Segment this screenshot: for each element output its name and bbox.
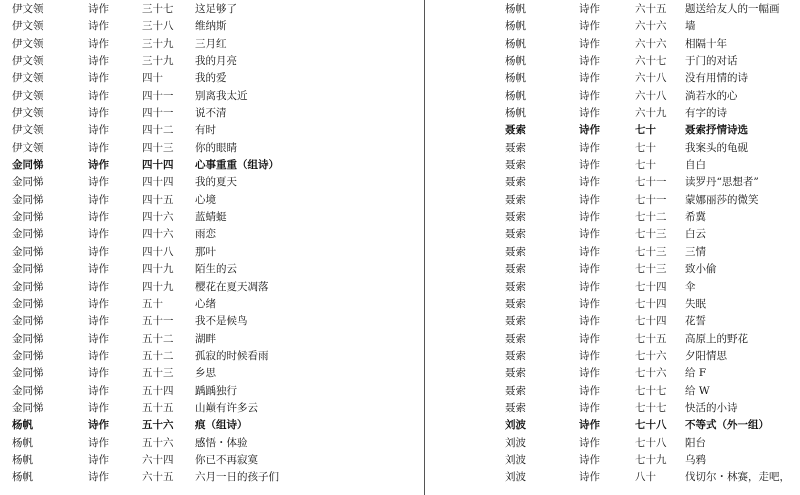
- entry-author: 刘波: [505, 471, 526, 484]
- entry-page-number: 四十四: [142, 159, 174, 172]
- entry-author: 杨帆: [505, 3, 526, 15]
- entry-page-number: 五十六: [142, 419, 174, 432]
- entry-genre: 诗作: [579, 471, 600, 484]
- entry-title: 陌生的云: [195, 263, 237, 276]
- entry-genre: 诗作: [579, 211, 600, 224]
- entry-genre: 诗作: [88, 401, 109, 414]
- entry-genre: 诗作: [579, 401, 600, 414]
- entry-genre: 诗作: [88, 159, 109, 172]
- entry-title: 蒙娜丽莎的微笑: [685, 193, 759, 206]
- entry-title: 自白: [685, 159, 706, 172]
- entry-genre: 诗作: [88, 107, 109, 120]
- entry-author: 刘波: [505, 453, 526, 466]
- entry-page-number: 七十四: [635, 280, 667, 293]
- entry-title: 伐切尔・林赛，走吧，: [685, 471, 790, 484]
- index-row: [505, 296, 800, 313]
- entry-author: 杨帆: [12, 471, 33, 484]
- entry-title: 那叶: [195, 245, 216, 258]
- entry-page-number: 七十三: [635, 263, 667, 276]
- index-row: [12, 105, 422, 122]
- entry-author: 聂索: [505, 159, 526, 172]
- entry-title: 乌鸦: [685, 453, 706, 466]
- entry-genre: 诗作: [579, 124, 600, 137]
- entry-page-number: 四十二: [142, 124, 174, 137]
- entry-title: 相隔十年: [685, 37, 727, 50]
- entry-genre: 诗作: [88, 367, 109, 380]
- entry-title: 伞: [685, 280, 696, 293]
- index-row: [505, 140, 800, 157]
- entry-title: 你已不再寂寞: [195, 453, 258, 466]
- entry-page-number: 四十八: [142, 245, 174, 258]
- entry-genre: 诗作: [88, 228, 109, 241]
- entry-page-number: 七十四: [635, 315, 667, 328]
- entry-title: 高原上的野花: [685, 332, 748, 345]
- entry-title: 有字的诗: [685, 107, 727, 120]
- entry-genre: 诗作: [88, 124, 109, 137]
- index-row: [505, 18, 800, 35]
- entry-title: 希冀: [685, 211, 706, 224]
- entry-author: 刘波: [505, 419, 526, 432]
- right-index-column: [505, 1, 800, 487]
- index-section-row: [505, 417, 800, 434]
- entry-genre: 诗作: [88, 89, 109, 102]
- index-row: [505, 209, 800, 226]
- entry-page-number: 五十: [142, 297, 163, 310]
- entry-genre: 诗作: [579, 107, 600, 120]
- index-row: [505, 244, 800, 261]
- entry-page-number: 六十五: [635, 3, 667, 15]
- entry-title: 阳台: [685, 436, 706, 449]
- index-row: [12, 1, 422, 18]
- entry-genre: 诗作: [88, 37, 109, 50]
- entry-page-number: 七十四: [635, 297, 667, 310]
- entry-title: 维纳斯: [195, 20, 227, 33]
- entry-page-number: 七十九: [635, 453, 667, 466]
- entry-page-number: 七十一: [635, 193, 667, 206]
- entry-author: 聂索: [505, 401, 526, 414]
- entry-author: 金同悌: [12, 245, 44, 258]
- entry-page-number: 七十二: [635, 211, 667, 224]
- left-index-column: [12, 1, 422, 487]
- index-row: [12, 313, 422, 330]
- entry-author: 聂索: [505, 349, 526, 362]
- index-row: [12, 469, 422, 486]
- index-row: [505, 1, 800, 18]
- entry-author: 杨帆: [12, 436, 33, 449]
- entry-genre: 诗作: [579, 176, 600, 189]
- entry-page-number: 七十三: [635, 228, 667, 241]
- entry-page-number: 四十九: [142, 263, 174, 276]
- entry-page-number: 三十九: [142, 55, 174, 68]
- entry-genre: 诗作: [579, 436, 600, 449]
- index-row: [12, 296, 422, 313]
- entry-page-number: 七十七: [635, 401, 667, 414]
- entry-title: 花誓: [685, 315, 706, 328]
- entry-author: 伊文领: [12, 37, 44, 50]
- entry-page-number: 四十三: [142, 141, 174, 154]
- entry-title: 我不是候鸟: [195, 315, 248, 328]
- index-section-row: [12, 157, 422, 174]
- entry-title: 樱花在夏天凋落: [195, 280, 269, 293]
- entry-genre: 诗作: [88, 419, 109, 432]
- entry-page-number: 六十八: [635, 72, 667, 85]
- index-row: [505, 348, 800, 365]
- entry-genre: 诗作: [579, 367, 600, 380]
- entry-author: 聂索: [505, 367, 526, 380]
- index-row: [12, 226, 422, 243]
- entry-author: 杨帆: [505, 20, 526, 33]
- entry-title: 没有用情的诗: [685, 72, 748, 85]
- entry-genre: 诗作: [88, 280, 109, 293]
- entry-genre: 诗作: [579, 89, 600, 102]
- entry-title: 我的月亮: [195, 55, 237, 68]
- column-divider: [424, 0, 425, 495]
- entry-genre: 诗作: [579, 245, 600, 258]
- entry-genre: 诗作: [579, 159, 600, 172]
- entry-author: 杨帆: [505, 55, 526, 68]
- entry-title: 夕阳情思: [685, 349, 727, 362]
- entry-title: 我的夏天: [195, 176, 237, 189]
- entry-genre: 诗作: [88, 436, 109, 449]
- entry-author: 聂索: [505, 245, 526, 258]
- index-row: [505, 331, 800, 348]
- entry-genre: 诗作: [579, 453, 600, 466]
- entry-title: 有时: [195, 124, 216, 137]
- entry-genre: 诗作: [88, 384, 109, 397]
- entry-author: 伊文领: [12, 89, 44, 102]
- entry-page-number: 五十二: [142, 332, 174, 345]
- entry-author: 刘波: [505, 436, 526, 449]
- index-row: [505, 435, 800, 452]
- entry-page-number: 四十六: [142, 211, 174, 224]
- index-row: [12, 122, 422, 139]
- entry-title: 聂索抒情诗选: [685, 124, 748, 137]
- entry-author: 聂索: [505, 211, 526, 224]
- entry-genre: 诗作: [579, 384, 600, 397]
- entry-title: 湖畔: [195, 332, 216, 345]
- entry-page-number: 四十四: [142, 176, 174, 189]
- entry-author: 聂索: [505, 263, 526, 276]
- index-row: [12, 279, 422, 296]
- entry-title: 这足够了: [195, 3, 237, 15]
- index-row: [12, 331, 422, 348]
- entry-genre: 诗作: [579, 193, 600, 206]
- entry-author: 聂索: [505, 176, 526, 189]
- index-row: [505, 279, 800, 296]
- entry-author: 聂索: [505, 280, 526, 293]
- index-row: [12, 261, 422, 278]
- entry-author: 金同悌: [12, 193, 44, 206]
- entry-page-number: 八十: [635, 471, 656, 484]
- entry-title: 三情: [685, 245, 706, 258]
- entry-author: 金同悌: [12, 280, 44, 293]
- entry-author: 杨帆: [505, 89, 526, 102]
- entry-title: 你的眼睛: [195, 141, 237, 154]
- entry-page-number: 六十六: [635, 37, 667, 50]
- index-row: [505, 157, 800, 174]
- entry-page-number: 四十五: [142, 193, 174, 206]
- entry-title: 雨恋: [195, 228, 216, 241]
- entry-author: 金同悌: [12, 315, 44, 328]
- index-row: [12, 88, 422, 105]
- entry-author: 伊文领: [12, 55, 44, 68]
- entry-genre: 诗作: [579, 55, 600, 68]
- entry-genre: 诗作: [579, 280, 600, 293]
- entry-author: 金同悌: [12, 401, 44, 414]
- entry-title: 心事重重（组诗）: [195, 159, 279, 172]
- index-row: [505, 36, 800, 53]
- entry-title: 踽踽独行: [195, 384, 237, 397]
- entry-page-number: 五十一: [142, 315, 174, 328]
- entry-genre: 诗作: [88, 263, 109, 276]
- index-row: [505, 452, 800, 469]
- entry-title: 淌若水的心: [685, 89, 738, 102]
- entry-title: 题送给友人的一幅画: [685, 3, 780, 15]
- entry-page-number: 六十六: [635, 20, 667, 33]
- entry-page-number: 七十: [635, 124, 656, 137]
- entry-title: 墙: [685, 20, 696, 33]
- entry-author: 聂索: [505, 141, 526, 154]
- entry-page-number: 七十六: [635, 349, 667, 362]
- entry-page-number: 五十三: [142, 367, 174, 380]
- index-row: [12, 244, 422, 261]
- entry-title: 读罗丹“思想者”: [685, 176, 759, 189]
- entry-author: 伊文领: [12, 72, 44, 85]
- entry-author: 聂索: [505, 124, 526, 137]
- entry-author: 杨帆: [505, 37, 526, 50]
- entry-author: 杨帆: [12, 419, 33, 432]
- entry-title: 不等式（外一组）: [685, 419, 769, 432]
- entry-genre: 诗作: [88, 20, 109, 33]
- entry-title: 蓝蜻蜓: [195, 211, 227, 224]
- index-row: [505, 174, 800, 191]
- entry-page-number: 四十一: [142, 107, 174, 120]
- index-row: [505, 105, 800, 122]
- entry-author: 金同悌: [12, 228, 44, 241]
- index-section-row: [505, 122, 800, 139]
- entry-page-number: 四十六: [142, 228, 174, 241]
- entry-title: 给 W: [685, 384, 710, 397]
- index-row: [12, 140, 422, 157]
- entry-genre: 诗作: [88, 315, 109, 328]
- entry-genre: 诗作: [579, 315, 600, 328]
- index-row: [12, 192, 422, 209]
- entry-page-number: 六十五: [142, 471, 174, 484]
- entry-author: 伊文领: [12, 20, 44, 33]
- entry-genre: 诗作: [579, 3, 600, 15]
- entry-genre: 诗作: [579, 37, 600, 50]
- entry-author: 杨帆: [505, 72, 526, 85]
- index-row: [505, 469, 800, 486]
- entry-author: 聂索: [505, 384, 526, 397]
- entry-title: 白云: [685, 228, 706, 241]
- entry-author: 聂索: [505, 228, 526, 241]
- entry-author: 金同悌: [12, 159, 44, 172]
- index-row: [505, 53, 800, 70]
- entry-page-number: 七十七: [635, 384, 667, 397]
- entry-genre: 诗作: [579, 349, 600, 362]
- entry-genre: 诗作: [88, 141, 109, 154]
- index-row: [12, 174, 422, 191]
- entry-page-number: 六十九: [635, 107, 667, 120]
- index-row: [12, 365, 422, 382]
- index-row: [12, 452, 422, 469]
- entry-author: 聂索: [505, 297, 526, 310]
- entry-author: 伊文领: [12, 124, 44, 137]
- index-row: [12, 70, 422, 87]
- entry-genre: 诗作: [579, 297, 600, 310]
- entry-genre: 诗作: [579, 141, 600, 154]
- entry-title: 说不清: [195, 107, 227, 120]
- entry-title: 于门的对话: [685, 55, 738, 68]
- entry-genre: 诗作: [88, 297, 109, 310]
- index-row: [505, 192, 800, 209]
- entry-genre: 诗作: [88, 193, 109, 206]
- entry-page-number: 六十四: [142, 453, 174, 466]
- index-row: [12, 435, 422, 452]
- entry-page-number: 三十九: [142, 37, 174, 50]
- entry-title: 致小偷: [685, 263, 717, 276]
- entry-title: 痕（组诗）: [195, 419, 248, 432]
- entry-genre: 诗作: [88, 332, 109, 345]
- entry-title: 感悟・体验: [195, 436, 248, 449]
- entry-title: 快活的小诗: [685, 401, 738, 414]
- entry-page-number: 七十八: [635, 436, 667, 449]
- entry-author: 金同悌: [12, 367, 44, 380]
- entry-genre: 诗作: [579, 263, 600, 276]
- entry-genre: 诗作: [88, 471, 109, 484]
- index-row: [12, 400, 422, 417]
- entry-genre: 诗作: [579, 20, 600, 33]
- entry-author: 聂索: [505, 332, 526, 345]
- entry-author: 聂索: [505, 315, 526, 328]
- entry-author: 伊文领: [12, 3, 44, 15]
- entry-genre: 诗作: [579, 332, 600, 345]
- entry-title: 我案头的龟砚: [685, 141, 748, 154]
- entry-genre: 诗作: [88, 72, 109, 85]
- entry-title: 孤寂的时候看雨: [195, 349, 269, 362]
- entry-page-number: 七十一: [635, 176, 667, 189]
- index-row: [505, 383, 800, 400]
- entry-genre: 诗作: [579, 419, 600, 432]
- entry-author: 金同悌: [12, 211, 44, 224]
- index-row: [505, 400, 800, 417]
- index-row: [505, 313, 800, 330]
- entry-page-number: 六十八: [635, 89, 667, 102]
- entry-page-number: 七十三: [635, 245, 667, 258]
- entry-genre: 诗作: [88, 3, 109, 15]
- entry-author: 金同悌: [12, 349, 44, 362]
- entry-page-number: 五十二: [142, 349, 174, 362]
- entry-page-number: 三十七: [142, 3, 174, 15]
- entry-page-number: 七十八: [635, 419, 667, 432]
- entry-author: 金同悌: [12, 384, 44, 397]
- entry-page-number: 五十五: [142, 401, 174, 414]
- entry-page-number: 四十九: [142, 280, 174, 293]
- entry-title: 别离我太近: [195, 89, 248, 102]
- index-row: [505, 365, 800, 382]
- entry-title: 乡思: [195, 367, 216, 380]
- entry-author: 聂索: [505, 193, 526, 206]
- entry-page-number: 五十六: [142, 436, 174, 449]
- index-row: [505, 70, 800, 87]
- entry-page-number: 七十五: [635, 332, 667, 345]
- entry-author: 杨帆: [12, 453, 33, 466]
- entry-author: 金同悌: [12, 297, 44, 310]
- entry-page-number: 六十七: [635, 55, 667, 68]
- entry-author: 金同悌: [12, 263, 44, 276]
- index-section-row: [12, 417, 422, 434]
- entry-page-number: 四十: [142, 72, 163, 85]
- index-row: [12, 18, 422, 35]
- entry-genre: 诗作: [88, 211, 109, 224]
- entry-title: 三月红: [195, 37, 227, 50]
- entry-author: 杨帆: [505, 107, 526, 120]
- index-row: [505, 88, 800, 105]
- entry-title: 山巅有许多云: [195, 401, 258, 414]
- entry-page-number: 七十六: [635, 367, 667, 380]
- entry-genre: 诗作: [88, 55, 109, 68]
- entry-title: 六月一日的孩子们: [195, 471, 279, 484]
- index-row: [12, 383, 422, 400]
- entry-title: 失眠: [685, 297, 706, 310]
- index-row: [12, 53, 422, 70]
- entry-title: 我的爱: [195, 72, 227, 85]
- entry-page-number: 五十四: [142, 384, 174, 397]
- entry-page-number: 三十八: [142, 20, 174, 33]
- entry-genre: 诗作: [579, 228, 600, 241]
- entry-page-number: 七十: [635, 159, 656, 172]
- entry-title: 心境: [195, 193, 216, 206]
- entry-genre: 诗作: [88, 453, 109, 466]
- entry-author: 伊文领: [12, 141, 44, 154]
- index-row: [12, 36, 422, 53]
- entry-page-number: 四十一: [142, 89, 174, 102]
- entry-title: 心绪: [195, 297, 216, 310]
- entry-title: 给 F: [685, 367, 707, 380]
- entry-author: 伊文领: [12, 107, 44, 120]
- entry-genre: 诗作: [88, 349, 109, 362]
- index-row: [505, 261, 800, 278]
- entry-genre: 诗作: [88, 176, 109, 189]
- entry-author: 金同悌: [12, 332, 44, 345]
- entry-genre: 诗作: [579, 72, 600, 85]
- entry-genre: 诗作: [88, 245, 109, 258]
- index-row: [12, 209, 422, 226]
- entry-page-number: 七十: [635, 141, 656, 154]
- index-row: [12, 348, 422, 365]
- entry-author: 金同悌: [12, 176, 44, 189]
- index-row: [505, 226, 800, 243]
